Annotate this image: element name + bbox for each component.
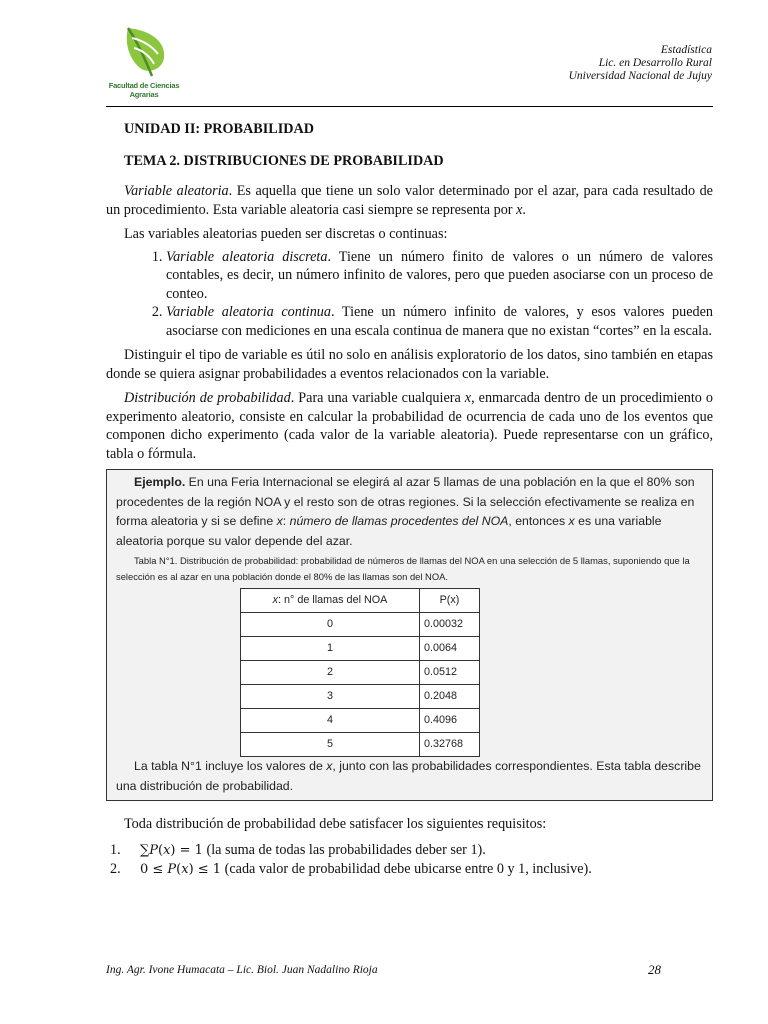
random-variable-definition: Variable aleatoria. Es aquella que tiene un solo valor determinado por el azar, para cada resultado de un procedimiento. Esta variable aleatoria casi siempre se representa por x. <box>106 183 713 218</box>
list-item: 2. 0 ≤ 𝑃(𝑥) ≤ 1 (cada valor de probabilidad debe ubicarse entre 0 y 1, inclusive). <box>110 861 592 877</box>
logo-text: Facultad de Ciencias Agrarias <box>108 81 180 99</box>
variable-types-intro: Las variables aleatorias pueden ser discretas o continuas: <box>124 226 448 242</box>
header-divider <box>106 106 713 107</box>
table-row: 0 0.00032 <box>241 613 480 637</box>
table-caption: Tabla N°1. Distribución de probabilidad: probabilidad de números de llamas del NOA en una selección de 5 llamas, suponiendo que la selección es al azar en una población donde el 80% de las llamas son del NOA. <box>116 555 690 582</box>
table-row: 5 0.32768 <box>241 733 480 757</box>
column-header-x: x: n° de llamas del NOA <box>241 589 420 613</box>
page-content <box>106 118 713 880</box>
table-row: 4 0.4096 <box>241 709 480 733</box>
university-name: Universidad Nacional de Jujuy <box>568 70 712 82</box>
example-text: Ejemplo. En una Feria Internacional se elegirá al azar 5 llamas de una población en la que el 80% son procedentes de la región NOA y el resto son de otras regiones. Si la selección efectivamente se realiza en forma aleatoria y si se define x: número de llamas procedentes del NOA, entonces x es una variable aleatoria porque su valor depende del azar. <box>116 475 695 548</box>
footer-authors: Ing. Agr. Ivone Humacata – Lic. Biol. Juan Nadalino Rioja <box>106 964 378 976</box>
variable-types-list <box>106 248 713 341</box>
course-name: Estadística <box>660 44 712 56</box>
page-number: 28 <box>648 962 661 977</box>
distribution-definition: Distribución de probabilidad. Para una variable cualquiera x, enmarcada dentro de un procedimiento o experimento aleatorio, consiste en calcular la probabilidad de ocurrencia de cada uno de los eventos que componen dicho experimento (cada valor de la variable aleatoria). Puede representarse con un gráfico, tabla o fórmula. <box>106 390 713 462</box>
range-formula: 0 ≤ 𝑃(𝑥) ≤ 1 <box>140 862 222 877</box>
example-conclusion: La tabla N°1 incluye los valores de x, junto con las probabilidades correspondientes. Esta tabla describe una distribución de probabilidad. <box>116 759 701 793</box>
column-header-p: P(x) <box>420 589 480 613</box>
table-header-row <box>241 589 480 613</box>
variable-type-usefulness: Distinguir el tipo de variable es útil no solo en análisis exploratorio de los datos, sino también en etapas donde se quiera asignar probabilidades a eventos relacionados con la variable. <box>106 347 713 382</box>
list-item: 1. Variable aleatoria discreta. Tiene un número finito de valores o un número de valores contables, es decir, un número infinito de valores, pero que pueden asociarse con un proceso de conteo. <box>166 248 713 304</box>
topic-title: TEMA 2. DISTRIBUCIONES DE PROBABILIDAD <box>124 152 444 169</box>
course-header <box>569 44 712 83</box>
leaf-icon <box>118 24 170 80</box>
requirements-list <box>106 841 713 880</box>
table-row: 1 0.0064 <box>241 637 480 661</box>
list-item: 2. Variable aleatoria continua. Tiene un número infinito de valores, y esos valores pueden asociarse con mediciones en una escala continua de manera que no existan “cortes” en la escala. <box>166 303 713 340</box>
table-row: 3 0.2048 <box>241 685 480 709</box>
sum-formula: ∑𝑃(𝑥) = 1 <box>140 842 203 858</box>
requirements-intro: Toda distribución de probabilidad debe satisfacer los siguientes requisitos: <box>124 816 547 832</box>
table-row: 2 0.0512 <box>241 661 480 685</box>
faculty-logo <box>106 24 182 104</box>
example-box <box>106 469 713 801</box>
degree-name: Lic. en Desarrollo Rural <box>598 57 712 69</box>
unit-title: UNIDAD II: PROBABILIDAD <box>124 121 314 137</box>
probability-table <box>240 588 480 757</box>
list-item: 1. ∑𝑃(𝑥) = 1 (la suma de todas las probabilidades deber ser 1). <box>110 841 486 858</box>
